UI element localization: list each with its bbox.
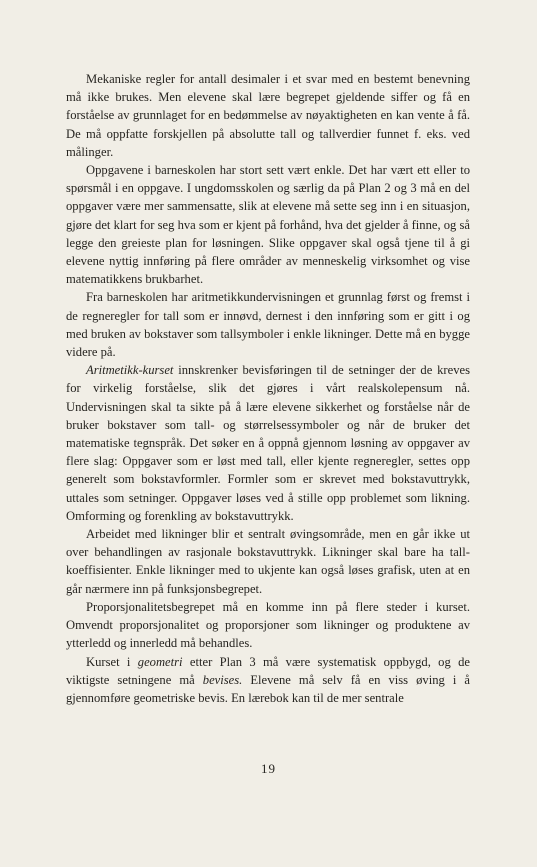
text-run: Oppgavene i barneskolen har stort sett vært enkle. Det har vært ett eller to spørsmål i en oppgave. I ungdomsskolen og særlig da på Plan 2 og 3 må en del oppgaver være mer sammensatte, slik at elevene må sette seg inn i en situasjon, gjøre det klart for seg hva som er kjent på forhånd, hva det gjelder å finne, og så legge den greieste plan for løsningen. Slike oppgaver skal også tjene til å gi elevene nyttig innføring på flere områder av menneskelig virksomhet og vise matematikkens brukbarhet.: [66, 163, 470, 287]
paragraph: [66, 653, 470, 708]
paragraph: [66, 288, 470, 361]
text-run: Arbeidet med likninger blir et sentralt øvingsområde, men en går ikke ut over behandlingen av rasjonale bokstavuttrykk. Likninger skal bare ha tall-koeffisienter. Enkle likninger med to ukjente kan også løses grafisk, uten at en går nærmere inn på funksjonsbegrepet.: [66, 527, 470, 596]
text-run: Proporsjonalitetsbegrepet må en komme inn på flere steder i kurset. Omvendt proporsjonalitet og proporsjoner som likninger og produktene av ytterledd og innerledd må behandles.: [66, 599, 470, 651]
text-run: Elevene må selv få en viss øving i å gjennomføre geometriske bevis. En lærebok kan til de mer sentrale: [66, 672, 470, 705]
italic-term-geometry: geometri: [137, 654, 183, 669]
text-run: etter Plan 3 må være systematisk oppbygd, og de viktigste setningene må: [66, 654, 470, 687]
text-run: Mekaniske regler for antall desimaler i et svar med en bestemt benevning må ikke brukes. Men elevene skal lære begrepet gjeldende siffer og få en forståelse av grunnlaget for en bedømmelse av nøyaktigheten en kan vente å få. De må oppfatte forskjellen på absolutte tall og tallverdier funnet f. eks. ved målinger.: [66, 72, 470, 159]
page-number: 19: [261, 761, 276, 776]
italic-term-proofs: bevises.: [202, 672, 243, 687]
text-run: Kurset i: [86, 654, 138, 669]
paragraph: [66, 361, 470, 525]
paragraph: [66, 598, 470, 653]
text-run: innskrenker bevisføringen til de setninger der de kreves for virkelig forståelse, slik det gjøres i vårt realskolepensum nå. Undervisningen skal ta sikte på å lære elevene sikkerhet og forståelse når de bruker bokstaver som tall- og størrelsessymboler og når de bruker det matematiske tegnspråk. Det søker en å oppnå gjennom løsning av oppgaver av flere slag: Oppgaver som er løst med tall, eller kjente regneregler, settes opp generelt som bokstavformler. Formler som er skrevet med bokstavuttrykk, uttales som setninger. Oppgaver løses ved å stille opp problemet som likning. Omforming og forenkling av bokstavuttrykk.: [66, 363, 470, 523]
paragraph: [66, 525, 470, 598]
paragraph: [66, 161, 470, 288]
body-text: [66, 70, 470, 707]
italic-term-arithmetic-course: Aritmetikk-kurset: [86, 363, 174, 378]
text-run: Fra barneskolen har aritmetikkundervisningen et grunnlag først og fremst i de regneregler for tall som er innøvd, dernest i den innføring som er gitt i og med bruken av bokstaver som tallsymboler i enkle likninger. Dette må en bygge videre på.: [66, 290, 470, 360]
paragraph: [66, 70, 470, 161]
